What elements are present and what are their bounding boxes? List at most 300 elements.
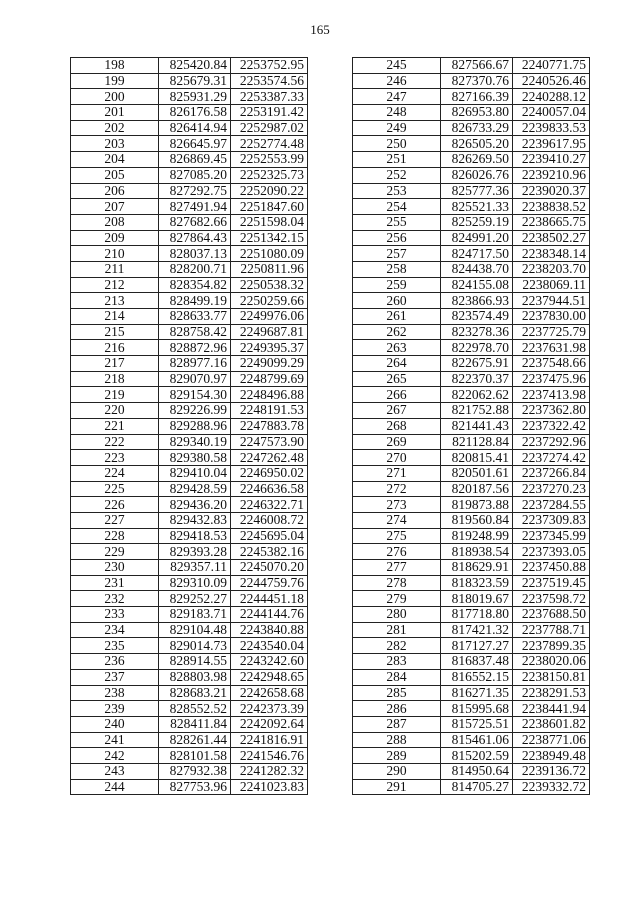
y-coordinate-cell: 2247883.78: [231, 418, 308, 434]
x-coordinate-cell: 829014.73: [159, 638, 231, 654]
table-row: [353, 669, 590, 685]
y-coordinate-cell: 2250538.32: [231, 277, 308, 293]
x-coordinate-cell: 829432.83: [159, 512, 231, 528]
point-number-cell: 246: [353, 73, 441, 89]
table-row: [353, 544, 590, 560]
y-coordinate-cell: 2237788.71: [513, 622, 590, 638]
y-coordinate-cell: 2249395.37: [231, 340, 308, 356]
y-coordinate-cell: 2246322.71: [231, 497, 308, 513]
table-row: [71, 371, 308, 387]
point-number-cell: 244: [71, 779, 159, 795]
point-number-cell: 219: [71, 387, 159, 403]
y-coordinate-cell: 2238020.06: [513, 654, 590, 670]
point-number-cell: 261: [353, 309, 441, 325]
y-coordinate-cell: 2249687.81: [231, 324, 308, 340]
x-coordinate-cell: 825521.33: [441, 199, 513, 215]
y-coordinate-cell: 2238069.11: [513, 277, 590, 293]
x-coordinate-cell: 814705.27: [441, 779, 513, 795]
y-coordinate-cell: 2247262.48: [231, 450, 308, 466]
point-number-cell: 268: [353, 418, 441, 434]
table-row: [353, 293, 590, 309]
point-number-cell: 212: [71, 277, 159, 293]
point-number-cell: 250: [353, 136, 441, 152]
x-coordinate-cell: 827566.67: [441, 58, 513, 74]
y-coordinate-cell: 2253387.33: [231, 89, 308, 105]
y-coordinate-cell: 2237393.05: [513, 544, 590, 560]
table-row: [353, 779, 590, 795]
point-number-cell: 284: [353, 669, 441, 685]
x-coordinate-cell: 826176.58: [159, 105, 231, 121]
y-coordinate-cell: 2251847.60: [231, 199, 308, 215]
x-coordinate-cell: 829288.96: [159, 418, 231, 434]
x-coordinate-cell: 820815.41: [441, 450, 513, 466]
x-coordinate-cell: 829104.48: [159, 622, 231, 638]
y-coordinate-cell: 2242658.68: [231, 685, 308, 701]
point-number-cell: 265: [353, 371, 441, 387]
point-number-cell: 240: [71, 716, 159, 732]
point-number-cell: 283: [353, 654, 441, 670]
table-row: [353, 309, 590, 325]
table-row: [353, 246, 590, 262]
y-coordinate-cell: 2237548.66: [513, 356, 590, 372]
x-coordinate-cell: 815995.68: [441, 701, 513, 717]
table-row: [71, 340, 308, 356]
y-coordinate-cell: 2244451.18: [231, 591, 308, 607]
table-row: [353, 481, 590, 497]
table-row: [353, 528, 590, 544]
table-row: [71, 58, 308, 74]
x-coordinate-cell: 828354.82: [159, 277, 231, 293]
x-coordinate-cell: 829418.53: [159, 528, 231, 544]
x-coordinate-cell: 814950.64: [441, 763, 513, 779]
x-coordinate-cell: 819560.84: [441, 512, 513, 528]
y-coordinate-cell: 2237362.80: [513, 403, 590, 419]
table-row: [71, 481, 308, 497]
table-row: [353, 638, 590, 654]
point-number-cell: 271: [353, 465, 441, 481]
point-number-cell: 249: [353, 120, 441, 136]
table-row: [353, 654, 590, 670]
point-number-cell: 201: [71, 105, 159, 121]
x-coordinate-cell: 822370.37: [441, 371, 513, 387]
table-row: [71, 575, 308, 591]
table-row: [71, 277, 308, 293]
x-coordinate-cell: 828633.77: [159, 309, 231, 325]
x-coordinate-cell: 825259.19: [441, 214, 513, 230]
table-row: [71, 701, 308, 717]
point-number-cell: 210: [71, 246, 159, 262]
table-row: [71, 199, 308, 215]
x-coordinate-cell: 827085.20: [159, 167, 231, 183]
table-row: [71, 638, 308, 654]
y-coordinate-cell: 2243540.04: [231, 638, 308, 654]
y-coordinate-cell: 2243242.60: [231, 654, 308, 670]
table-row: [353, 591, 590, 607]
point-number-cell: 264: [353, 356, 441, 372]
x-coordinate-cell: 815725.51: [441, 716, 513, 732]
y-coordinate-cell: 2245382.16: [231, 544, 308, 560]
y-coordinate-cell: 2238665.75: [513, 214, 590, 230]
y-coordinate-cell: 2239136.72: [513, 763, 590, 779]
x-coordinate-cell: 824155.08: [441, 277, 513, 293]
table-row: [71, 89, 308, 105]
point-number-cell: 238: [71, 685, 159, 701]
y-coordinate-cell: 2237944.51: [513, 293, 590, 309]
point-number-cell: 279: [353, 591, 441, 607]
x-coordinate-cell: 828499.19: [159, 293, 231, 309]
y-coordinate-cell: 2237725.79: [513, 324, 590, 340]
point-number-cell: 285: [353, 685, 441, 701]
y-coordinate-cell: 2252553.99: [231, 152, 308, 168]
point-number-cell: 270: [353, 450, 441, 466]
point-number-cell: 236: [71, 654, 159, 670]
table-row: [353, 152, 590, 168]
y-coordinate-cell: 2238291.53: [513, 685, 590, 701]
point-number-cell: 281: [353, 622, 441, 638]
x-coordinate-cell: 827166.39: [441, 89, 513, 105]
y-coordinate-cell: 2252774.48: [231, 136, 308, 152]
point-number-cell: 224: [71, 465, 159, 481]
coordinate-table-left: [70, 57, 308, 795]
point-number-cell: 272: [353, 481, 441, 497]
table-row: [353, 73, 590, 89]
y-coordinate-cell: 2237266.84: [513, 465, 590, 481]
y-coordinate-cell: 2244759.76: [231, 575, 308, 591]
x-coordinate-cell: 827292.75: [159, 183, 231, 199]
x-coordinate-cell: 826733.29: [441, 120, 513, 136]
table-row: [353, 763, 590, 779]
table-row: [353, 512, 590, 528]
y-coordinate-cell: 2246008.72: [231, 512, 308, 528]
table-row: [353, 214, 590, 230]
table-row: [71, 214, 308, 230]
x-coordinate-cell: 818629.91: [441, 560, 513, 576]
point-number-cell: 262: [353, 324, 441, 340]
table-row: [353, 418, 590, 434]
y-coordinate-cell: 2241282.32: [231, 763, 308, 779]
point-number-cell: 204: [71, 152, 159, 168]
y-coordinate-cell: 2242092.64: [231, 716, 308, 732]
y-coordinate-cell: 2237450.88: [513, 560, 590, 576]
point-number-cell: 229: [71, 544, 159, 560]
table-row: [353, 701, 590, 717]
point-number-cell: 247: [353, 89, 441, 105]
x-coordinate-cell: 828200.71: [159, 261, 231, 277]
y-coordinate-cell: 2237475.96: [513, 371, 590, 387]
point-number-cell: 282: [353, 638, 441, 654]
table-row: [353, 371, 590, 387]
x-coordinate-cell: 819248.99: [441, 528, 513, 544]
x-coordinate-cell: 823866.93: [441, 293, 513, 309]
point-number-cell: 232: [71, 591, 159, 607]
y-coordinate-cell: 2248191.53: [231, 403, 308, 419]
y-coordinate-cell: 2237519.45: [513, 575, 590, 591]
x-coordinate-cell: 826645.97: [159, 136, 231, 152]
table-row: [71, 152, 308, 168]
x-coordinate-cell: 817718.80: [441, 607, 513, 623]
table-row: [71, 324, 308, 340]
table-row: [71, 544, 308, 560]
y-coordinate-cell: 2251598.04: [231, 214, 308, 230]
y-coordinate-cell: 2250259.66: [231, 293, 308, 309]
x-coordinate-cell: 827682.66: [159, 214, 231, 230]
y-coordinate-cell: 2237345.99: [513, 528, 590, 544]
y-coordinate-cell: 2252090.22: [231, 183, 308, 199]
table-row: [353, 622, 590, 638]
table-row: [71, 105, 308, 121]
y-coordinate-cell: 2238771.06: [513, 732, 590, 748]
point-number-cell: 242: [71, 748, 159, 764]
point-number-cell: 220: [71, 403, 159, 419]
x-coordinate-cell: 829410.04: [159, 465, 231, 481]
y-coordinate-cell: 2253191.42: [231, 105, 308, 121]
point-number-cell: 208: [71, 214, 159, 230]
point-number-cell: 251: [353, 152, 441, 168]
x-coordinate-cell: 829428.59: [159, 481, 231, 497]
y-coordinate-cell: 2240771.75: [513, 58, 590, 74]
table-row: [353, 183, 590, 199]
y-coordinate-cell: 2240526.46: [513, 73, 590, 89]
point-number-cell: 276: [353, 544, 441, 560]
y-coordinate-cell: 2253574.56: [231, 73, 308, 89]
x-coordinate-cell: 828977.16: [159, 356, 231, 372]
point-number-cell: 237: [71, 669, 159, 685]
table-row: [71, 418, 308, 434]
y-coordinate-cell: 2239210.96: [513, 167, 590, 183]
point-number-cell: 203: [71, 136, 159, 152]
x-coordinate-cell: 826026.76: [441, 167, 513, 183]
table-row: [71, 387, 308, 403]
y-coordinate-cell: 2246950.02: [231, 465, 308, 481]
x-coordinate-cell: 822978.70: [441, 340, 513, 356]
point-number-cell: 253: [353, 183, 441, 199]
y-coordinate-cell: 2237688.50: [513, 607, 590, 623]
table-row: [71, 356, 308, 372]
point-number-cell: 248: [353, 105, 441, 121]
point-number-cell: 205: [71, 167, 159, 183]
table-row: [353, 716, 590, 732]
table-row: [71, 73, 308, 89]
x-coordinate-cell: 817421.32: [441, 622, 513, 638]
table-row: [353, 199, 590, 215]
x-coordinate-cell: 822062.62: [441, 387, 513, 403]
table-row: [353, 340, 590, 356]
x-coordinate-cell: 828552.52: [159, 701, 231, 717]
y-coordinate-cell: 2247573.90: [231, 434, 308, 450]
x-coordinate-cell: 829070.97: [159, 371, 231, 387]
table-row: [353, 89, 590, 105]
x-coordinate-cell: 822675.91: [441, 356, 513, 372]
x-coordinate-cell: 816271.35: [441, 685, 513, 701]
y-coordinate-cell: 2239833.53: [513, 120, 590, 136]
table-row: [71, 732, 308, 748]
x-coordinate-cell: 815202.59: [441, 748, 513, 764]
point-number-cell: 231: [71, 575, 159, 591]
point-number-cell: 245: [353, 58, 441, 74]
table-row: [71, 779, 308, 795]
y-coordinate-cell: 2242948.65: [231, 669, 308, 685]
point-number-cell: 243: [71, 763, 159, 779]
y-coordinate-cell: 2237284.55: [513, 497, 590, 513]
point-number-cell: 233: [71, 607, 159, 623]
table-row: [353, 356, 590, 372]
y-coordinate-cell: 2240057.04: [513, 105, 590, 121]
x-coordinate-cell: 826953.80: [441, 105, 513, 121]
point-number-cell: 266: [353, 387, 441, 403]
x-coordinate-cell: 829154.30: [159, 387, 231, 403]
table-row: [71, 120, 308, 136]
x-coordinate-cell: 821441.43: [441, 418, 513, 434]
x-coordinate-cell: 828411.84: [159, 716, 231, 732]
x-coordinate-cell: 825420.84: [159, 58, 231, 74]
point-number-cell: 206: [71, 183, 159, 199]
point-number-cell: 214: [71, 309, 159, 325]
x-coordinate-cell: 828803.98: [159, 669, 231, 685]
point-number-cell: 259: [353, 277, 441, 293]
y-coordinate-cell: 2251342.15: [231, 230, 308, 246]
table-row: [71, 763, 308, 779]
x-coordinate-cell: 824717.50: [441, 246, 513, 262]
point-number-cell: 216: [71, 340, 159, 356]
x-coordinate-cell: 815461.06: [441, 732, 513, 748]
point-number-cell: 288: [353, 732, 441, 748]
y-coordinate-cell: 2237270.23: [513, 481, 590, 497]
x-coordinate-cell: 828037.13: [159, 246, 231, 262]
y-coordinate-cell: 2239617.95: [513, 136, 590, 152]
x-coordinate-cell: 824991.20: [441, 230, 513, 246]
x-coordinate-cell: 827864.43: [159, 230, 231, 246]
coordinate-table-right: [352, 57, 590, 795]
table-row: [353, 732, 590, 748]
point-number-cell: 257: [353, 246, 441, 262]
point-number-cell: 273: [353, 497, 441, 513]
point-number-cell: 291: [353, 779, 441, 795]
y-coordinate-cell: 2238601.82: [513, 716, 590, 732]
x-coordinate-cell: 828758.42: [159, 324, 231, 340]
point-number-cell: 228: [71, 528, 159, 544]
point-number-cell: 287: [353, 716, 441, 732]
table-row: [71, 560, 308, 576]
x-coordinate-cell: 828872.96: [159, 340, 231, 356]
table-row: [353, 387, 590, 403]
point-number-cell: 207: [71, 199, 159, 215]
point-number-cell: 199: [71, 73, 159, 89]
x-coordinate-cell: 818938.54: [441, 544, 513, 560]
x-coordinate-cell: 829226.99: [159, 403, 231, 419]
table-row: [71, 497, 308, 513]
x-coordinate-cell: 816837.48: [441, 654, 513, 670]
y-coordinate-cell: 2250811.96: [231, 261, 308, 277]
y-coordinate-cell: 2237309.83: [513, 512, 590, 528]
point-number-cell: 200: [71, 89, 159, 105]
x-coordinate-cell: 824438.70: [441, 261, 513, 277]
table-row: [353, 277, 590, 293]
point-number-cell: 202: [71, 120, 159, 136]
table-row: [353, 465, 590, 481]
x-coordinate-cell: 829340.19: [159, 434, 231, 450]
y-coordinate-cell: 2238203.70: [513, 261, 590, 277]
point-number-cell: 258: [353, 261, 441, 277]
x-coordinate-cell: 826869.45: [159, 152, 231, 168]
point-number-cell: 213: [71, 293, 159, 309]
y-coordinate-cell: 2237322.42: [513, 418, 590, 434]
point-number-cell: 275: [353, 528, 441, 544]
point-number-cell: 263: [353, 340, 441, 356]
point-number-cell: 241: [71, 732, 159, 748]
table-row: [71, 293, 308, 309]
x-coordinate-cell: 827370.76: [441, 73, 513, 89]
x-coordinate-cell: 816552.15: [441, 669, 513, 685]
point-number-cell: 209: [71, 230, 159, 246]
x-coordinate-cell: 827753.96: [159, 779, 231, 795]
table-row: [71, 261, 308, 277]
y-coordinate-cell: 2237292.96: [513, 434, 590, 450]
point-number-cell: 217: [71, 356, 159, 372]
table-row: [353, 607, 590, 623]
point-number-cell: 223: [71, 450, 159, 466]
x-coordinate-cell: 823278.36: [441, 324, 513, 340]
x-coordinate-cell: 825777.36: [441, 183, 513, 199]
table-row: [71, 450, 308, 466]
y-coordinate-cell: 2245695.04: [231, 528, 308, 544]
point-number-cell: 254: [353, 199, 441, 215]
table-row: [353, 560, 590, 576]
point-number-cell: 239: [71, 701, 159, 717]
table-row: [71, 136, 308, 152]
table-row: [71, 685, 308, 701]
y-coordinate-cell: 2249976.06: [231, 309, 308, 325]
x-coordinate-cell: 829436.20: [159, 497, 231, 513]
x-coordinate-cell: 829357.11: [159, 560, 231, 576]
x-coordinate-cell: 821128.84: [441, 434, 513, 450]
point-number-cell: 274: [353, 512, 441, 528]
y-coordinate-cell: 2252325.73: [231, 167, 308, 183]
point-number-cell: 234: [71, 622, 159, 638]
x-coordinate-cell: 823574.49: [441, 309, 513, 325]
table-row: [71, 669, 308, 685]
y-coordinate-cell: 2239410.27: [513, 152, 590, 168]
point-number-cell: 218: [71, 371, 159, 387]
table-row: [71, 716, 308, 732]
y-coordinate-cell: 2237274.42: [513, 450, 590, 466]
table-row: [353, 497, 590, 513]
point-number-cell: 255: [353, 214, 441, 230]
point-number-cell: 260: [353, 293, 441, 309]
table-row: [353, 324, 590, 340]
point-number-cell: 211: [71, 261, 159, 277]
table-row: [353, 575, 590, 591]
table-row: [353, 748, 590, 764]
x-coordinate-cell: 826414.94: [159, 120, 231, 136]
point-number-cell: 280: [353, 607, 441, 623]
x-coordinate-cell: 818323.59: [441, 575, 513, 591]
y-coordinate-cell: 2237899.35: [513, 638, 590, 654]
x-coordinate-cell: 820501.61: [441, 465, 513, 481]
x-coordinate-cell: 829310.09: [159, 575, 231, 591]
table-row: [71, 465, 308, 481]
y-coordinate-cell: 2238838.52: [513, 199, 590, 215]
y-coordinate-cell: 2238949.48: [513, 748, 590, 764]
y-coordinate-cell: 2241023.83: [231, 779, 308, 795]
point-number-cell: 278: [353, 575, 441, 591]
x-coordinate-cell: 829183.71: [159, 607, 231, 623]
x-coordinate-cell: 827932.38: [159, 763, 231, 779]
point-number-cell: 225: [71, 481, 159, 497]
point-number-cell: 252: [353, 167, 441, 183]
x-coordinate-cell: 821752.88: [441, 403, 513, 419]
table-row: [71, 403, 308, 419]
table-row: [353, 136, 590, 152]
